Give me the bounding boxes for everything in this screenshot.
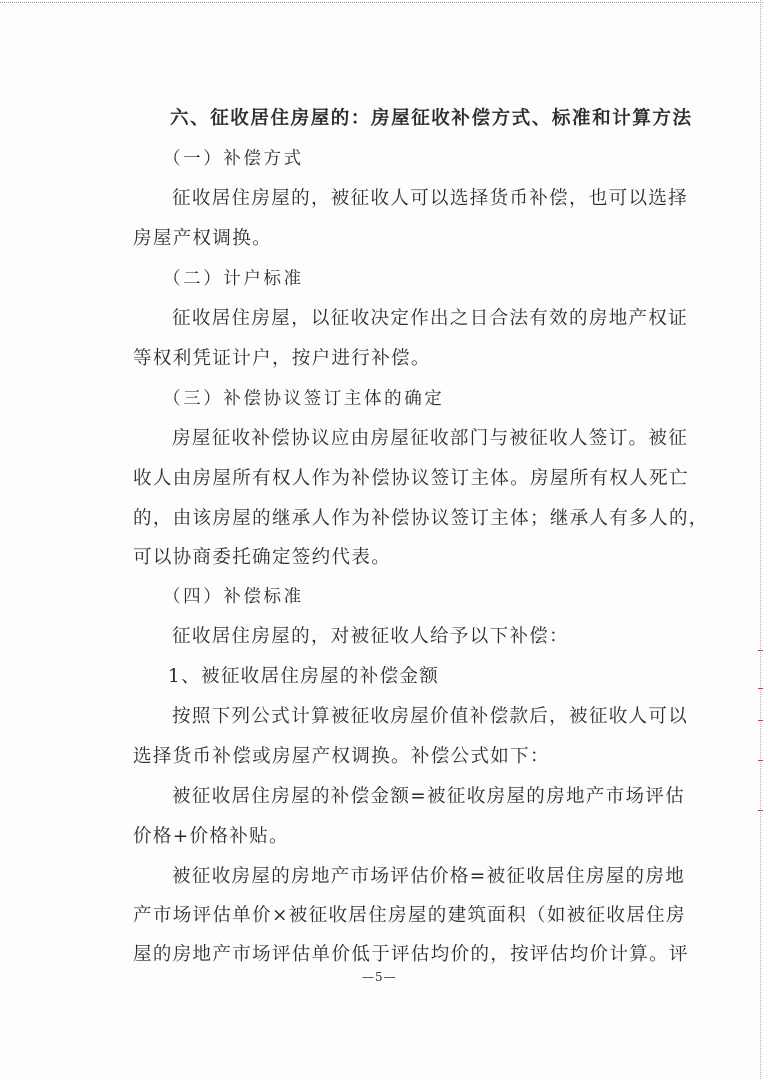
paragraph-line: 收人由房屋所有权人作为补偿协议签订主体。房屋所有权人死亡 [133,468,689,489]
scan-right-border [760,0,761,1079]
scan-top-border [0,2,763,3]
paragraph-line: 产市场评估单价×被征收居住房屋的建筑面积（如被征收居住房 [133,905,686,926]
section-heading: 六、征收居住房屋的：房屋征收补偿方式、标准和计算方法 [170,108,693,129]
subsection-title-2: （二）计户标准 [163,269,304,289]
paragraph-line: 征收居住房屋的，对被征收人给予以下补偿： [172,626,570,647]
subsection-title-4: （四）补偿标准 [163,587,304,607]
subsection-title-1: （一）补偿方式 [163,149,304,169]
item-title-1: 1、被征收居住房屋的补偿金额 [168,666,440,687]
paragraph-line: 房屋征收补偿协议应由房屋征收部门与被征收人签订。被征 [172,428,689,449]
binding-edge-marks [755,650,763,820]
paragraph-line: 选择货币补偿或房屋产权调换。补偿公式如下： [133,746,550,767]
paragraph-line: 征收居住房屋，以征收决定作出之日合法有效的房地产权证 [172,308,689,329]
paragraph-line: 房屋产权调换。 [133,228,272,249]
paragraph-line: 等权利凭证计户，按户进行补偿。 [133,348,431,369]
paragraph-line: 征收居住房屋的，被征收人可以选择货币补偿，也可以选择 [172,188,689,209]
paragraph-line: 可以协商委托确定签约代表。 [133,547,392,568]
paragraph-line: 被征收房屋的房地产市场评估价格=被征收居住房屋的房地 [172,866,686,887]
paragraph-line: 按照下列公式计算被征收房屋价值补偿款后，被征收人可以 [172,706,689,727]
subsection-title-3: （三）补偿协议签订主体的确定 [163,389,445,409]
paragraph-line: 屋的房地产市场评估单价低于评估均价的，按评估均价计算。评 [133,944,689,965]
page-number: —5— [362,970,397,984]
paragraph-line: 被征收居住房屋的补偿金额=被征收房屋的房地产市场评估 [172,786,686,807]
paragraph-line: 的，由该房屋的继承人作为补偿协议签订主体；继承人有多人的， [133,508,709,529]
paragraph-line: 价格+价格补贴。 [133,826,289,847]
